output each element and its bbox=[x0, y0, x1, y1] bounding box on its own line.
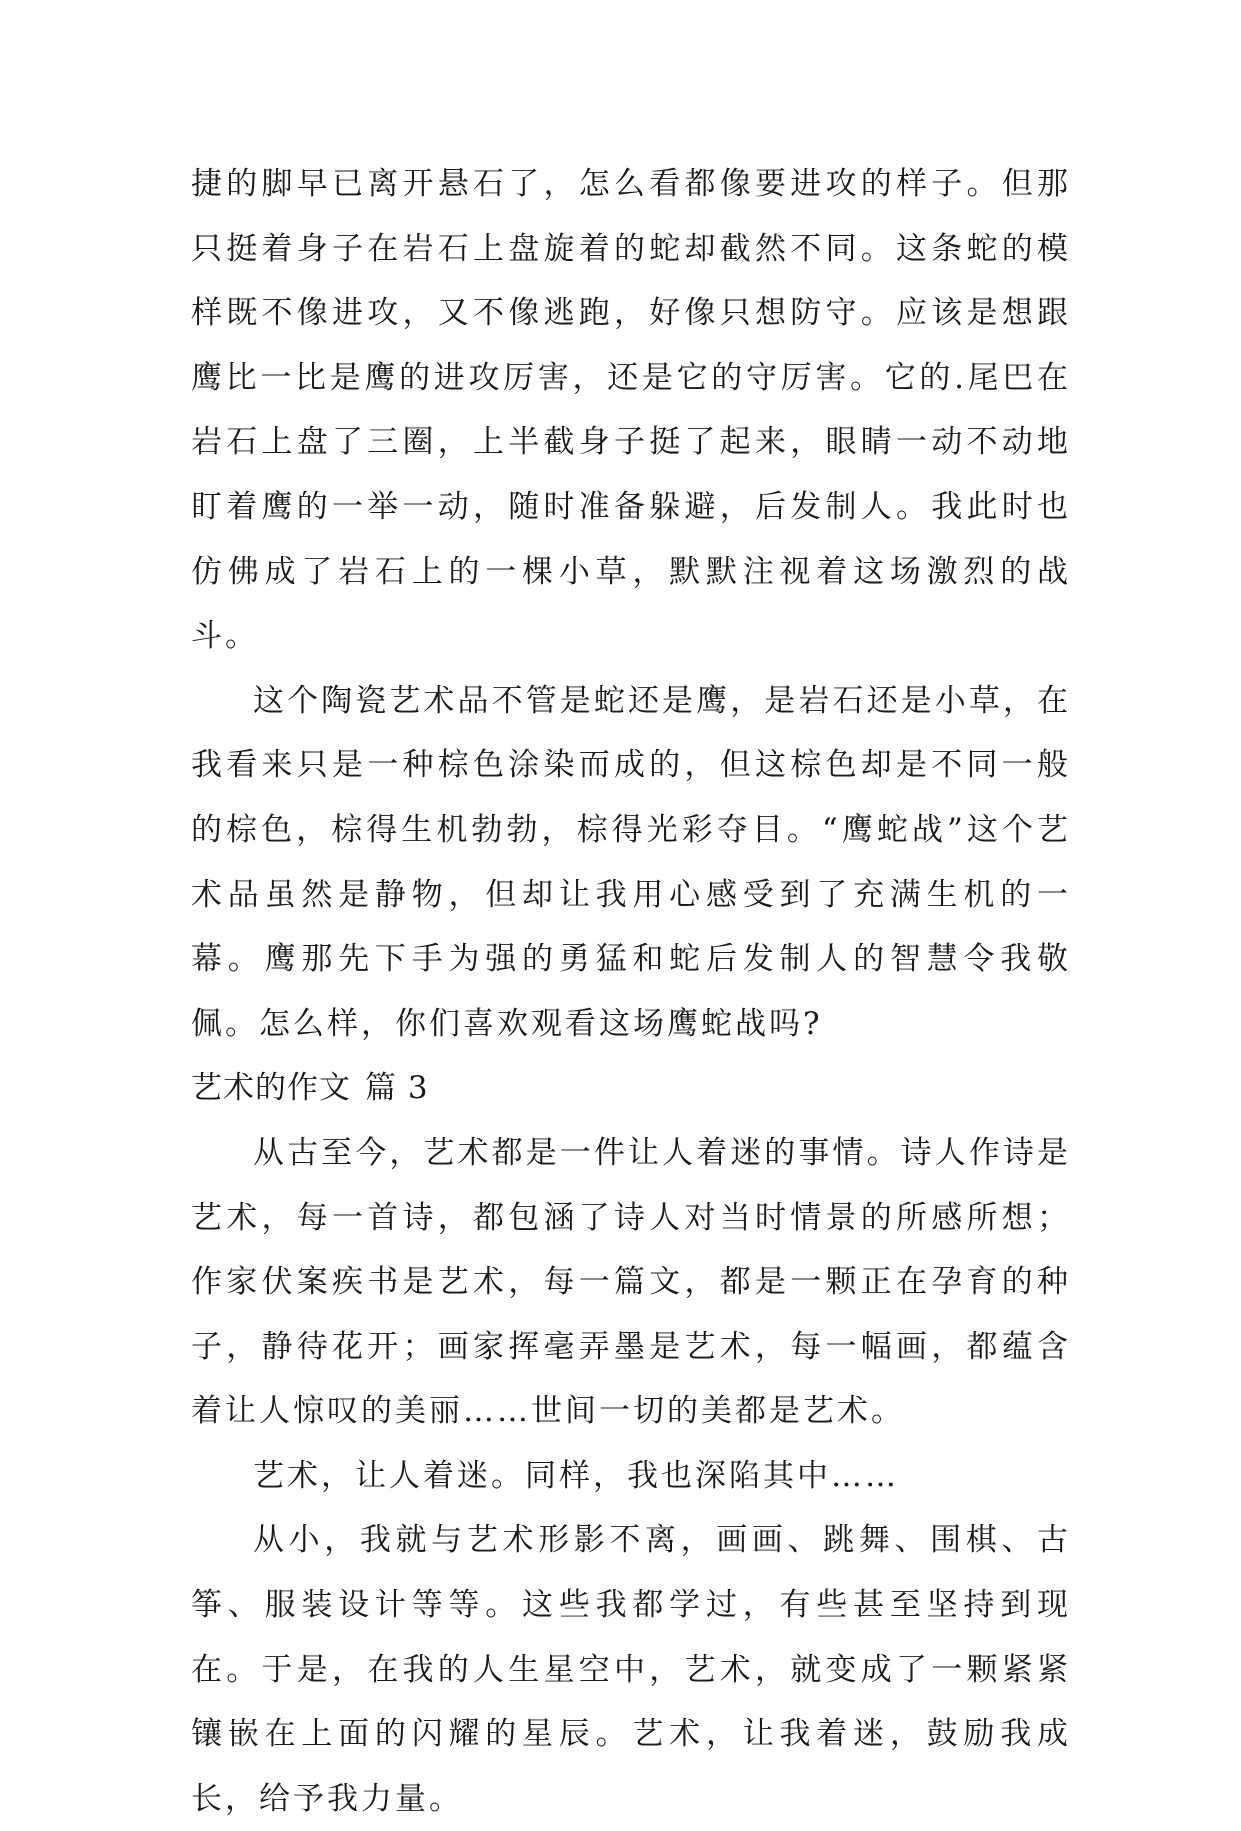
document-body bbox=[191, 152, 1071, 1831]
section-number: 篇 3 bbox=[365, 1070, 429, 1107]
section-title: 艺术的作文 bbox=[191, 1070, 351, 1107]
paragraph-ceramic-artwork: 这个陶瓷艺术品不管是蛇还是鹰，是岩石还是小草，在我看来只是一种棕色涂染而成的，但这棕色却是不同一般的棕色，棕得生机勃勃，棕得光彩夺目。“鹰蛇战”这个艺术品虽然是静物，但却让我用心感受到了充满生机的一幕。鹰那先下手为强的勇猛和蛇后发制人的智慧令我敬佩。怎么样，你们喜欢观看这场鹰蛇战吗? bbox=[191, 682, 1071, 1042]
paragraph-art-intro: 从古至今，艺术都是一件让人着迷的事情。诗人作诗是艺术，每一首诗，都包涵了诗人对当时情景的所感所想；作家伏案疾书是艺术，每一篇文，都是一颗正在孕育的种子，静待花开；画家挥毫弄墨是艺术，每一幅画，都蕴含着让人惊叹的美丽……世间一切的美都是艺术。 bbox=[191, 1134, 1071, 1430]
section-heading bbox=[191, 1056, 1071, 1121]
paragraph-art-childhood: 从小，我就与艺术形影不离，画画、跳舞、围棋、古筝、服装设计等等。这些我都学过，有些甚至坚持到现在。于是，在我的人生星空中，艺术，就变成了一颗紧紧镶嵌在上面的闪耀的星辰。艺术，让我着迷，鼓励我成长，给予我力量。 bbox=[191, 1522, 1071, 1817]
paragraph-eagle-snake-continued: 捷的脚早已离开悬石了，怎么看都像要进攻的样子。但那只挺着身子在岩石上盘旋着的蛇却截然不同。这条蛇的模样既不像进攻，又不像逃跑，好像只想防守。应该是想跟鹰比一比是鹰的进攻厉害，还是它的守厉害。它的.尾巴在岩石上盘了三圈，上半截身子挺了起来，眼睛一动不动地盯着鹰的一举一动，随时准备躲避，后发制人。我此时也仿佛成了岩石上的一棵小草，默默注视着这场激烈的战斗。 bbox=[191, 166, 1071, 655]
paragraph-art-fascination: 艺术，让人着迷。同样，我也深陷其中…… bbox=[253, 1457, 899, 1494]
